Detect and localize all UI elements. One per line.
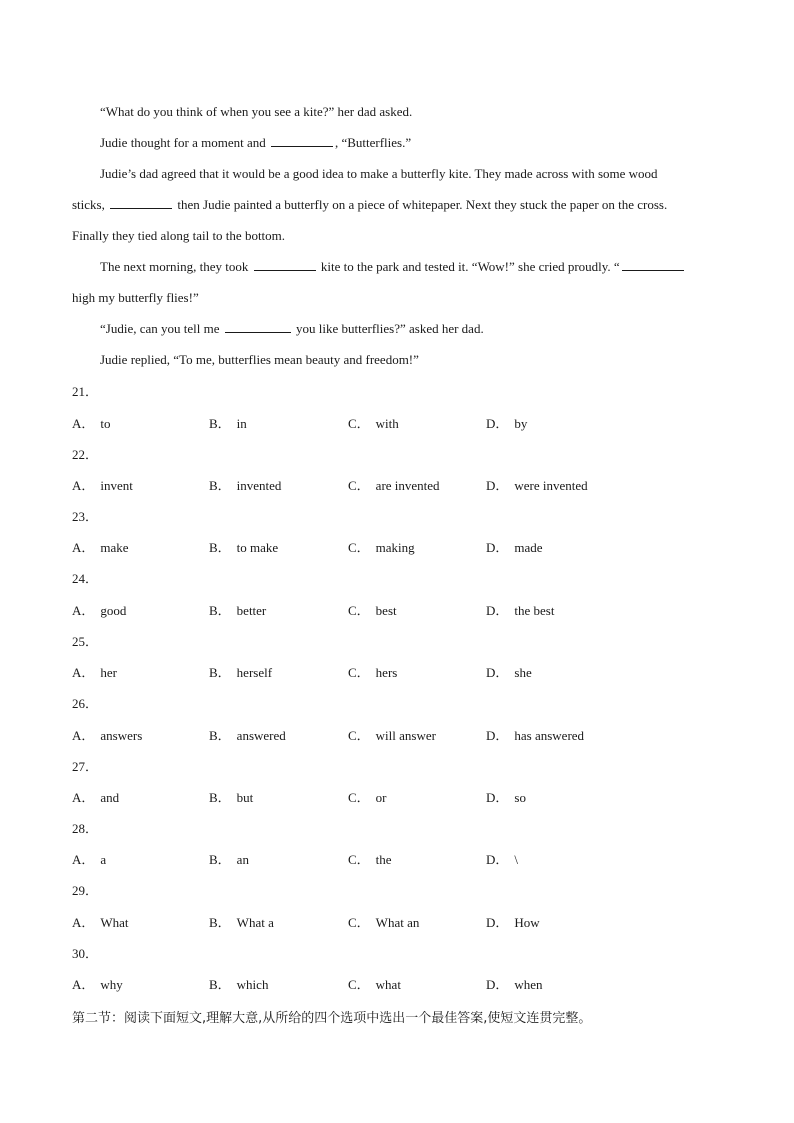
option-c[interactable]: C． what (348, 977, 401, 992)
option-a[interactable]: A． invent (72, 478, 133, 493)
option-d[interactable]: D． \ (486, 852, 519, 867)
option-c[interactable]: C． hers (348, 665, 398, 680)
question-number: 30． (72, 946, 99, 961)
passage-paragraph-5: “Judie, can you tell me you like butterflies?” asked her dad. (100, 321, 484, 336)
question-number: 27． (72, 759, 99, 774)
question-number: 28． (72, 821, 99, 836)
option-a[interactable]: A． and (72, 790, 120, 805)
option-b[interactable]: B． answered (209, 728, 286, 743)
passage-paragraph-4-line-2: high my butterfly flies!” (72, 290, 199, 305)
question-number: 25． (72, 634, 99, 649)
passage-paragraph-3-line-1: Judie’s dad agreed that it would be a good idea to make a butterfly kite. They made across with some wood (100, 166, 658, 181)
answer-blank (622, 258, 684, 271)
option-d[interactable]: D． made (486, 540, 543, 555)
question-options (0, 727, 794, 745)
option-d[interactable]: D． were invented (486, 478, 588, 493)
passage-paragraph-3-line-2: sticks, then Judie painted a butterfly on a piece of whitepaper. Next they stuck the paper on the cross. (72, 197, 668, 212)
question-number: 22． (72, 447, 99, 462)
option-b[interactable]: B． an (209, 852, 249, 867)
option-d[interactable]: D． she (486, 665, 532, 680)
option-a[interactable]: A． why (72, 977, 123, 992)
option-c[interactable]: C． What an (348, 915, 420, 930)
option-d[interactable]: D． so (486, 790, 526, 805)
answer-blank (254, 258, 316, 271)
option-b[interactable]: B． better (209, 603, 267, 618)
option-d[interactable]: D． by (486, 416, 528, 431)
option-a[interactable]: A． her (72, 665, 117, 680)
option-d[interactable]: D． has answered (486, 728, 585, 743)
passage-paragraph-4-line-1: The next morning, they took kite to the park and tested it. “Wow!” she cried proudly. “ (100, 258, 686, 276)
question-options (0, 789, 794, 807)
section-title: 第二节：阅读下面短文,理解大意,从所给的四个选项中选出一个最佳答案,使短文连贯完整。 (72, 1011, 592, 1026)
option-d[interactable]: D． when (486, 977, 543, 992)
option-b[interactable]: B． invented (209, 478, 282, 493)
option-c[interactable]: C． will answer (348, 728, 436, 743)
question-number: 29． (72, 883, 99, 898)
option-a[interactable]: A． good (72, 603, 127, 618)
question-options (0, 914, 794, 932)
option-b[interactable]: B． which (209, 977, 269, 992)
passage-paragraph-1: “What do you think of when you see a kite?” her dad asked. (100, 104, 413, 119)
question-number: 26． (72, 696, 99, 711)
option-c[interactable]: C． are invented (348, 478, 440, 493)
option-b[interactable]: B． What a (209, 915, 274, 930)
question-options (0, 976, 794, 994)
option-c[interactable]: C． best (348, 603, 397, 618)
question-options (0, 664, 794, 682)
question-number: 24． (72, 571, 99, 586)
option-b[interactable]: B． herself (209, 665, 273, 680)
option-a[interactable]: A． to (72, 416, 111, 431)
option-c[interactable]: C． the (348, 852, 392, 867)
answer-blank (271, 134, 333, 147)
answer-blank (110, 196, 172, 209)
option-d[interactable]: D． How (486, 915, 540, 930)
passage-paragraph-2: Judie thought for a moment and , “Butterflies.” (100, 135, 412, 150)
question-options (0, 415, 794, 433)
question-number: 23． (72, 509, 99, 524)
question-number: 21． (72, 384, 99, 399)
option-a[interactable]: A． What (72, 915, 129, 930)
answer-blank (225, 320, 291, 333)
option-c[interactable]: C． or (348, 790, 387, 805)
option-a[interactable]: A． make (72, 540, 129, 555)
question-options (0, 602, 794, 620)
question-options (0, 477, 794, 495)
question-options (0, 539, 794, 557)
option-d[interactable]: D． the best (486, 603, 555, 618)
option-b[interactable]: B． in (209, 416, 247, 431)
option-b[interactable]: B． to make (209, 540, 279, 555)
passage-paragraph-6: Judie replied, “To me, butterflies mean beauty and freedom!” (100, 352, 419, 367)
option-c[interactable]: C． making (348, 540, 415, 555)
passage-paragraph-3-line-3: Finally they tied along tail to the bottom. (72, 228, 286, 243)
option-b[interactable]: B． but (209, 790, 254, 805)
question-options (0, 851, 794, 869)
option-a[interactable]: A． a (72, 852, 107, 867)
option-c[interactable]: C． with (348, 416, 399, 431)
option-a[interactable]: A． answers (72, 728, 143, 743)
